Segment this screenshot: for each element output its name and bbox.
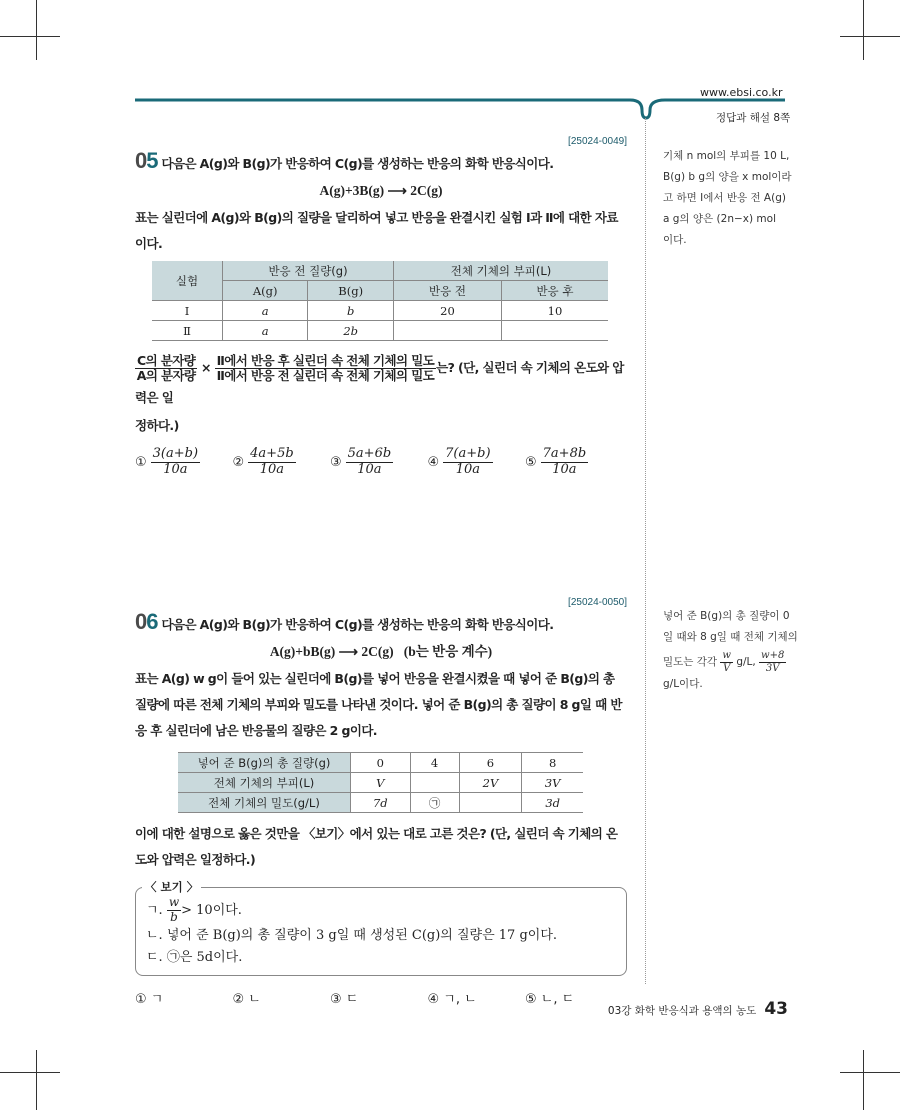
bogi-title: 〈 보기 〉 [142, 879, 201, 895]
answer-option-2[interactable]: ② ㄴ [232, 991, 261, 1007]
crop-mark [0, 1072, 60, 1073]
answer-option-3[interactable]: ③ ㄷ [330, 991, 359, 1007]
header-mass: 반응 전 질량(g) [223, 261, 394, 281]
question-06 [135, 597, 627, 1007]
question-prompt-cont: 정하다.) [135, 418, 179, 434]
chemical-equation: A(g)+3B(g) ⟶ 2C(g) [319, 183, 443, 198]
bogi-box [135, 880, 627, 976]
question-code: [25024-0049] [568, 136, 627, 147]
fraction-molar-mass: $\frac{\text{C의 분자량}}{\text{A의 분자량}}$ [136, 352, 196, 383]
option-fraction: $\frac{3(a+b)}{10a}$ [152, 446, 199, 478]
question-prompt: 이에 대한 설명으로 옳은 것만을 〈보기〉에서 있는 대로 고른 것은? (단, 실린더 속 기체의 온도와 압력은 일정하다.) [135, 826, 618, 867]
question-05 [135, 136, 627, 478]
question-code: [25024-0050] [568, 597, 627, 608]
answer-option-5[interactable]: ⑤ $\frac{7a+8b}{10a}$ [525, 446, 587, 478]
fraction-density: $\frac{\text{Ⅱ에서 반응 후 실린더 속 전체 기체의 밀도}}{\text{Ⅱ에서 반응 전 실린더 속 전체 기체의 밀도}}$ [216, 352, 435, 383]
fraction-w-over-b: $\frac{w}{b}$ [168, 895, 180, 924]
bogi-item-b: ㄴ. 넣어 준 B(g)의 총 질량이 3 g일 때 생성된 C(g)의 질량은 17 g이다. [146, 927, 558, 943]
hint-box-05: 기체 n mol의 부피를 10 L, B(g) b g의 양을 x mol이라 고 하면 Ⅰ에서 반응 전 A(g) a g의 양은 (2n−x) mol 이다. [663, 150, 792, 246]
question-prompt: $\frac{\text{C의 분자량}}{\text{A의 분자량}}$ × $\frac{\text{Ⅱ에서 반응 후 실린더 속 전체 기체의 밀도}}{\text{Ⅱ에서 반응 전 실린더 속 전체 기체의 밀도}}$ 는? (단, 실린더 속 기체의 온도와 압력은 일 [135, 352, 624, 406]
header-before: 반응 전 [394, 281, 502, 301]
header-volume: 전체 기체의 부피(L) [394, 261, 608, 281]
question-stem: 다음은 A(g)와 B(g)가 반응하여 C(g)를 생성하는 반응의 화학 반응식이다. [161, 617, 554, 632]
chemical-equation: A(g)+bB(g) ⟶ 2C(g) (b는 반응 계수) [269, 644, 493, 659]
chapter-title: 03강 화학 반응식과 용액의 농도 [607, 1005, 757, 1017]
hint-box-06: 넣어 준 B(g)의 총 질량이 0 일 때와 8 g일 때 전체 기체의 밀도는 각각 $\frac{w}{V}$ g/L, $\frac{w+8}{3V}$ g/L이다. [663, 610, 798, 690]
crop-mark [36, 1050, 37, 1110]
crop-mark [863, 0, 864, 60]
question-stem: 다음은 A(g)와 B(g)가 반응하여 C(g)를 생성하는 반응의 화학 반응식이다. [161, 156, 554, 171]
answer-option-1[interactable]: ① $\frac{3(a+b)}{10a}$ [135, 446, 199, 478]
table-intro: 표는 A(g) w g이 들어 있는 실린더에 B(g)를 넣어 반응을 완결시켰을 때 넣어 준 B(g)의 총 질량에 따른 전체 기체의 부피와 밀도를 나타낸 것이다. 넣어 준 B(g)의 총 질량이 8 g일 때 반응 후 실린더에 남은 반응물의 질량은 2 g이다. [135, 671, 622, 738]
crop-mark [840, 36, 900, 37]
header-after: 반응 후 [501, 281, 608, 301]
site-url[interactable]: www.ebsi.co.kr [700, 86, 783, 99]
answer-option-5[interactable]: ⑤ ㄴ, ㄷ [525, 991, 575, 1007]
table-row: Ⅱ a 2b [152, 321, 608, 341]
header-experiment: 실험 [152, 261, 223, 301]
header-a: A(g) [223, 281, 308, 301]
bogi-item-c: ㄷ. ㉠은 5d이다. [146, 949, 243, 965]
answer-reference: 정답과 해설 8쪽 [716, 112, 791, 124]
option-fraction: $\frac{7(a+b)}{10a}$ [445, 446, 491, 478]
header-rule [130, 96, 790, 120]
table-row: 전체 기체의 밀도(g/L) 7d ㉠ 3d [178, 793, 583, 813]
footer [608, 999, 788, 1019]
answer-options [135, 988, 627, 1007]
table-row: 전체 기체의 부피(L) V 2V 3V [178, 773, 583, 793]
column-divider [645, 118, 646, 984]
experiment-table [152, 261, 608, 341]
mass-volume-density-table [178, 752, 583, 813]
page-number: 43 [764, 999, 788, 1019]
question-number: 05 [135, 148, 158, 173]
crop-mark [863, 1050, 864, 1110]
bogi-item-a: ㄱ. $\frac{w}{b}$ > 10이다. [146, 895, 242, 924]
table-row: Ⅰ a b 20 10 [152, 301, 608, 321]
table-row: 넣어 준 B(g)의 총 질량(g) 0 4 6 8 [178, 753, 583, 773]
answer-option-4[interactable]: ④ $\frac{7(a+b)}{10a}$ [427, 446, 491, 478]
answer-option-1[interactable]: ① ㄱ [135, 991, 164, 1007]
answer-options [135, 447, 627, 478]
crop-mark [840, 1072, 900, 1073]
answer-option-3[interactable]: ③ $\frac{5a+6b}{10a}$ [330, 446, 392, 478]
option-fraction: $\frac{4a+5b}{10a}$ [250, 446, 294, 478]
answer-option-4[interactable]: ④ ㄱ, ㄴ [427, 991, 477, 1007]
crop-mark [36, 0, 37, 60]
option-fraction: $\frac{7a+8b}{10a}$ [542, 446, 587, 478]
answer-option-2[interactable]: ② $\frac{4a+5b}{10a}$ [232, 446, 294, 478]
option-fraction: $\frac{5a+6b}{10a}$ [347, 446, 392, 478]
question-number: 06 [135, 609, 158, 634]
crop-mark [0, 36, 60, 37]
table-intro: 표는 실린더에 A(g)와 B(g)의 질량을 달리하여 넣고 반응을 완결시킨 실험 Ⅰ과 Ⅱ에 대한 자료이다. [135, 210, 618, 251]
header-b: B(g) [308, 281, 394, 301]
